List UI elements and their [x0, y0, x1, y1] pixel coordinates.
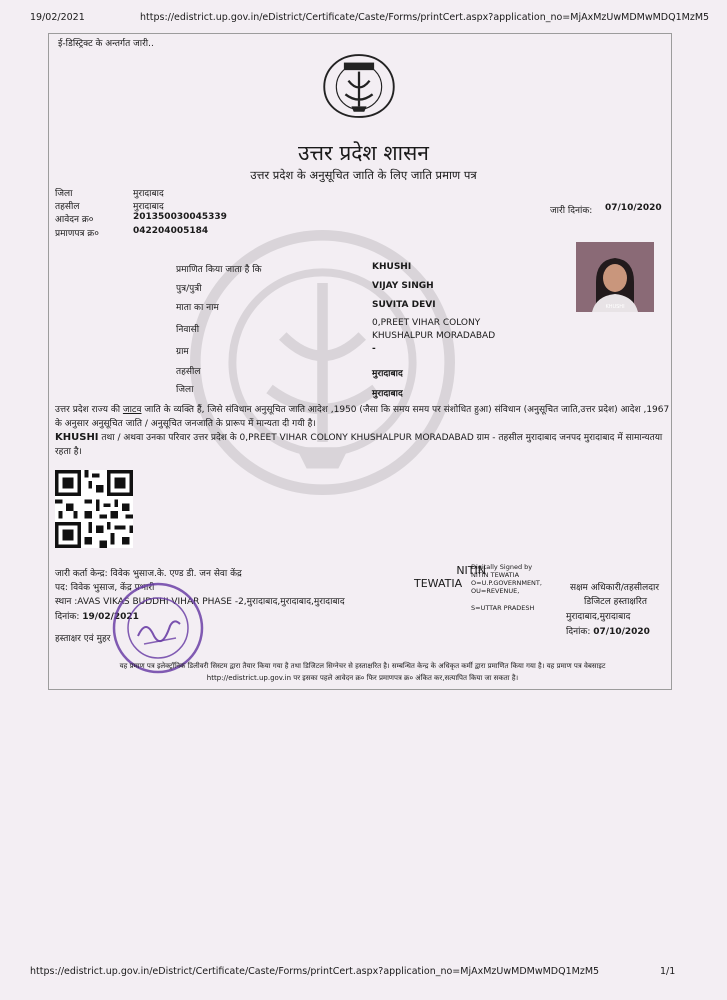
photo-caption: KHUSHI: [605, 304, 625, 310]
detail-value-mother: SUVITA DEVI: [372, 300, 436, 310]
caste-name: जाटव: [122, 405, 142, 415]
issuer-date: 19/02/2021: [82, 612, 139, 622]
caste-paragraph-start: उत्तर प्रदेश राज्य की: [55, 405, 123, 415]
digital-sign-line5: S=UTTAR PRADESH: [471, 604, 535, 612]
detail-label-tehsil: तहसील: [176, 367, 201, 377]
issuer-place: स्थान :AVAS VIKAS BUDDHI VIHAR PHASE -2,मुरादाबाद,मुरादाबाद,मुरादाबाद: [55, 597, 345, 607]
authority-date-row: [566, 624, 650, 637]
meta-value-district: मुरादाबाद: [133, 189, 164, 199]
residence-paragraph: [55, 431, 670, 459]
residence-name: KHUSHI: [55, 432, 99, 443]
issuer-centre: जारी कर्ता केन्द्र: विवेक भुसाज.के. एण्ड डी. जन सेवा केंद्र: [55, 569, 242, 579]
digital-sign-name-line1: NITIN: [456, 564, 486, 577]
detail-label-parent: पुत्र/पुत्री: [176, 284, 202, 294]
up-emblem-icon: [320, 52, 398, 120]
detail-label-mother: माता का नाम: [176, 303, 219, 313]
authority-digital: डिजिटल हस्ताक्षरित: [584, 597, 647, 607]
issuer-date-label: दिनांक:: [55, 612, 80, 622]
digital-sign-line3: O=U.P.GOVERNMENT,: [471, 579, 542, 587]
caste-paragraph-rest: जाति के व्यक्ति हैं, जिसे संविधान अनुसूचित जाति आदेश ,1950 (जैसा कि समय समय पर संशोधित हुआ) संविधान (अनुसूचित जाति,उत्तर प्रदेश) आदेश ,1967 के अनुसार अनुसूचित जाति / अनुसूचित जनजाति के प्रारूप में मान्यता दी गयी है।: [55, 405, 670, 429]
digital-sign-line2: NITIN TEWATIA: [471, 571, 520, 579]
page-url[interactable]: https://edistrict.up.gov.in/eDistrict/Certificate/Caste/Forms/printCert.aspx?application_no=MjAxMzUwMDMwMDQ1MzM5: [140, 12, 710, 23]
header-note: ई-डिस्ट्रिक्ट के अन्तर्गत जारी..: [58, 39, 154, 49]
detail-value-village: -: [372, 344, 376, 354]
caste-paragraph: [55, 403, 670, 431]
detail-value-tehsil: मुरादाबाद: [372, 369, 403, 379]
qr-code-icon[interactable]: [55, 470, 133, 548]
detail-label-district: जिला: [176, 385, 194, 395]
detail-label-resident: निवासी: [176, 325, 200, 335]
detail-value-address-2: KHUSHALPUR MORADABAD: [372, 331, 496, 341]
issuer-post: पद: विवेक भुसाज, केंद्र प्रभारी: [55, 583, 155, 593]
issue-date-label: जारी दिनांक:: [550, 206, 593, 216]
authority-date-label: दिनांक:: [566, 627, 591, 637]
authority-date: 07/10/2020: [593, 627, 650, 637]
meta-label-certificate-no: प्रमाणपत्र क्र०: [55, 229, 99, 239]
certificate-subtitle: उत्तर प्रदेश के अनुसूचित जाति के लिए जाति प्रमाण पत्र: [250, 168, 477, 182]
authority-place: मुरादाबाद,मुरादाबाद: [566, 612, 631, 622]
meta-label-tehsil: तहसील: [55, 202, 80, 212]
meta-value-application: 201350030045339: [133, 212, 227, 222]
detail-label-certified: प्रमाणित किया जाता है कि: [176, 265, 262, 275]
certificate-title: उत्तर प्रदेश शासन: [298, 141, 429, 165]
issue-date: 07/10/2020: [605, 203, 662, 213]
detail-value-address-1: 0,PREET VIHAR COLONY: [372, 318, 481, 328]
meta-label-district: जिला: [55, 189, 73, 199]
footer-note-line2: http://edistrict.up.gov.in पर इसका पहले आवेदन क्र० फिर प्रमाणपत्र क्र० अंकित कर,सत्यापित किया जा सकता है।: [206, 674, 519, 682]
applicant-photo: [576, 242, 654, 312]
authority-designation: सक्षम अधिकारी/तहसीलदार: [570, 583, 660, 593]
applicant-portrait-icon: [576, 242, 654, 312]
detail-value-father: VIJAY SINGH: [372, 281, 434, 291]
meta-label-application: आवेदन क्र०: [55, 215, 94, 225]
digital-sign-line1: Digitally Signed by: [471, 563, 533, 571]
sign-seal-label: हस्ताक्षर एवं मुहर: [55, 634, 111, 644]
meta-value-tehsil: मुरादाबाद: [133, 202, 164, 212]
footer-url[interactable]: https://edistrict.up.gov.in/eDistrict/Certificate/Caste/Forms/printCert.aspx?application_no=MjAxMzUwMDMwMDQ1MzM5: [30, 966, 600, 977]
footer-note-line1: यह प्रमाण पत्र इलेक्ट्रॉनिक डिलीवरी सिस्टम द्वारा तैयार किया गया है तथा डिजिटल सिग्नेचर से हस्ताक्षरित है। सम्बन्धित केन्द्र के अधिकृत कर्मी द्वारा प्रमाणित किया गया है। यह प्रमाण पत्र वेबसाइट: [119, 662, 606, 670]
print-date: 19/02/2021: [30, 12, 85, 23]
detail-value-name: KHUSHI: [372, 262, 412, 272]
page-number: 1/1: [660, 966, 676, 977]
digital-sign-line4: OU=REVENUE,: [471, 587, 520, 595]
meta-value-certificate-no: 042204005184: [133, 226, 209, 236]
detail-label-village: ग्राम: [176, 347, 189, 357]
residence-text: तथा / अथवा उनका परिवार उत्तर प्रदेश के 0,PREET VIHAR COLONY KHUSHALPUR MORADABAD ग्राम - तहसील मुरादाबाद जनपद मुरादाबाद में सामान्यतया रहता है।: [55, 433, 663, 457]
digital-sign-name-line2: TEWATIA: [414, 577, 463, 590]
detail-value-district: मुरादाबाद: [372, 389, 403, 399]
